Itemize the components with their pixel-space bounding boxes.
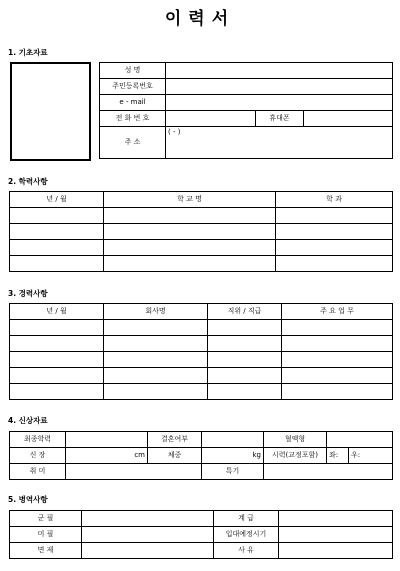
vision-right-field[interactable]: [349, 448, 393, 464]
vision-left-field[interactable]: [327, 448, 349, 464]
basic-info-table: [99, 62, 393, 159]
vision-left-label: 좌:: [329, 451, 339, 459]
weight-unit: kg: [252, 451, 261, 459]
career-table: [9, 303, 393, 400]
section-basic-heading: 1. 기초자료: [8, 48, 48, 57]
rank-field[interactable]: [279, 511, 393, 527]
rrn-label: 주민등록번호: [100, 79, 166, 95]
personal-table: [9, 431, 393, 480]
exempt-label: 면 제: [10, 543, 82, 559]
rank-label: 계 급: [214, 511, 279, 527]
vision-label: 시력(교정포함): [264, 448, 327, 464]
education-table: [9, 191, 393, 272]
phone-field[interactable]: [166, 111, 256, 127]
table-row: [10, 256, 393, 272]
section-career-heading: 3. 경력사항: [8, 289, 48, 298]
photo-box[interactable]: [10, 62, 91, 161]
table-row: [10, 352, 393, 368]
edu-col-date: 년 / 월: [10, 192, 104, 208]
marital-label: 결혼여부: [148, 432, 202, 448]
skill-label: 특기: [202, 464, 264, 480]
enlist-label: 입대예정시기: [214, 527, 279, 543]
height-unit: cm: [134, 451, 145, 459]
section-military-heading: 5. 병역사항: [8, 495, 48, 504]
blood-field[interactable]: [327, 432, 393, 448]
table-row: [10, 320, 393, 336]
address-field[interactable]: [166, 127, 393, 159]
reason-label: 사 유: [214, 543, 279, 559]
served-label: 군 필: [10, 511, 82, 527]
final-edu-field[interactable]: [66, 432, 148, 448]
military-table: [9, 510, 393, 559]
weight-field[interactable]: [202, 448, 264, 464]
exempt-field[interactable]: [82, 543, 214, 559]
table-row: [10, 224, 393, 240]
mobile-field[interactable]: [304, 111, 393, 127]
height-label: 신 장: [10, 448, 66, 464]
career-col-company: 회사명: [104, 304, 208, 320]
enlist-field[interactable]: [279, 527, 393, 543]
blood-label: 혈액형: [264, 432, 327, 448]
rrn-field[interactable]: [166, 79, 393, 95]
career-col-position: 직위 / 직급: [208, 304, 282, 320]
table-row: [10, 208, 393, 224]
served-field[interactable]: [82, 511, 214, 527]
skill-field[interactable]: [264, 464, 393, 480]
section-personal-heading: 4. 신상자료: [8, 416, 48, 425]
page-title: 이력서: [164, 9, 236, 29]
table-row: [10, 368, 393, 384]
education-header-row: [10, 192, 393, 208]
phone-label: 전 화 번 호: [100, 111, 166, 127]
edu-col-major: 학 과: [276, 192, 393, 208]
hobby-label: 취 미: [10, 464, 66, 480]
marital-field[interactable]: [202, 432, 264, 448]
name-label: 성 명: [100, 63, 166, 79]
career-col-duties: 주 요 업 무: [282, 304, 393, 320]
not-served-field[interactable]: [82, 527, 214, 543]
not-served-label: 미 필: [10, 527, 82, 543]
address-zip: ( - ): [168, 128, 181, 136]
mobile-label: 휴대폰: [256, 111, 304, 127]
career-header-row: [10, 304, 393, 320]
name-field[interactable]: [166, 63, 393, 79]
vision-right-label: 우:: [351, 451, 361, 459]
weight-label: 체중: [148, 448, 202, 464]
table-row: [10, 384, 393, 400]
career-col-date: 년 / 월: [10, 304, 104, 320]
edu-col-school: 학 교 명: [104, 192, 276, 208]
height-field[interactable]: [66, 448, 148, 464]
final-edu-label: 최종학력: [10, 432, 66, 448]
table-row: [10, 336, 393, 352]
reason-field[interactable]: [279, 543, 393, 559]
email-label: e - mail: [100, 95, 166, 111]
email-field[interactable]: [166, 95, 393, 111]
section-education-heading: 2. 학력사항: [8, 177, 48, 186]
table-row: [10, 240, 393, 256]
hobby-field[interactable]: [66, 464, 202, 480]
address-label: 주 소: [100, 127, 166, 159]
